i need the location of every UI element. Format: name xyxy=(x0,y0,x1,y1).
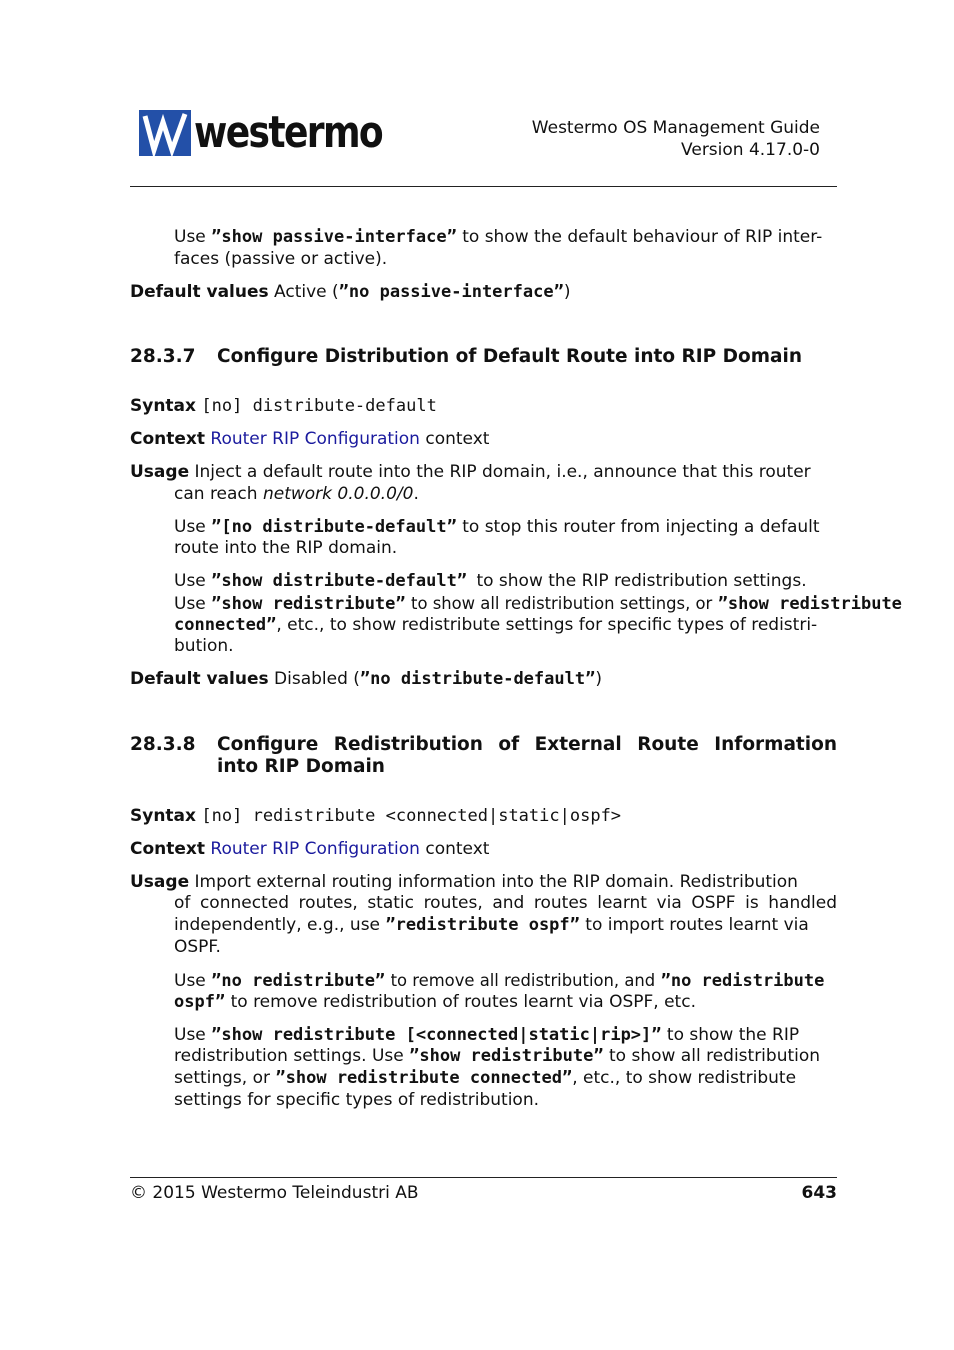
context-redistribute: Context Router RIP Configuration context xyxy=(130,839,490,859)
show-redistribute-paragraph-line-3: settings, or ”show redistribute connected”, etc., to show redistribute xyxy=(174,1068,797,1088)
section-title-28-3-8-line-2: into RIP Domain xyxy=(217,756,385,777)
show-redistribute-paragraph-line-2: redistribution settings. Use ”show redistribute” to show all redistribution xyxy=(174,1046,821,1066)
default-values-distribute: Default values Disabled (”no distribute-default”) xyxy=(130,669,602,689)
show-distribute-paragraph-line-3: connected”, etc., to show redistribute settings for specific types of redistri- xyxy=(174,615,818,635)
syntax-distribute-default: Syntax [no] distribute-default xyxy=(130,396,437,416)
usage-redistribute-line-1: Usage Import external routing information into the RIP domain. Redistribution xyxy=(130,872,798,892)
no-distribute-paragraph-line-2: route into the RIP domain. xyxy=(174,538,398,558)
usage-redistribute-line-2: of connected routes, static routes, and routes learnt via OSPF is handled xyxy=(174,893,837,913)
no-distribute-paragraph-line-1: Use ”[no distribute-default” to stop this router from injecting a default xyxy=(174,517,820,537)
show-distribute-paragraph-line-4: bution. xyxy=(174,636,234,656)
default-values-passive: Default values Active (”no passive-interface”) xyxy=(130,282,571,302)
footer-rule xyxy=(130,1177,837,1178)
copyright-icon: © xyxy=(130,1183,147,1203)
show-distribute-paragraph-line-2: Use ”show redistribute” to show all redistribution settings, or ”show redistribute xyxy=(174,594,902,614)
document-version: Version 4.17.0-0 xyxy=(681,140,820,160)
router-rip-configuration-link[interactable]: Router RIP Configuration xyxy=(210,429,420,449)
passive-paragraph-line-2: faces (passive or active). xyxy=(174,249,388,269)
no-redistribute-paragraph-line-1: Use ”no redistribute” to remove all redistribution, and ”no redistribute xyxy=(174,971,825,991)
document-title: Westermo OS Management Guide xyxy=(531,118,820,138)
westermo-logo-mark xyxy=(139,110,191,156)
show-redistribute-paragraph-line-1: Use ”show redistribute [<connected|static|rip>]” to show the RIP xyxy=(174,1025,800,1045)
show-redistribute-paragraph-line-4: settings for specific types of redistribution. xyxy=(174,1090,539,1110)
page-number: 643 xyxy=(801,1183,837,1203)
section-number-28-3-8: 28.3.8 xyxy=(130,734,196,755)
usage-redistribute-line-3: independently, e.g., use ”redistribute ospf” to import routes learnt via xyxy=(174,915,809,935)
section-number-28-3-7: 28.3.7 xyxy=(130,346,196,367)
w-logo-icon xyxy=(139,110,191,156)
usage-distribute-default-line-2: can reach network 0.0.0.0/0. xyxy=(174,484,419,504)
context-distribute-default: Context Router RIP Configuration context xyxy=(130,429,490,449)
copyright: © 2015 Westermo Teleindustri AB xyxy=(130,1183,419,1203)
router-rip-configuration-link[interactable]: Router RIP Configuration xyxy=(210,839,420,859)
westermo-logo-text: westermo xyxy=(194,107,383,158)
section-title-28-3-8-line-1: Configure Redistribution of External Route Information xyxy=(217,734,837,755)
show-distribute-paragraph-line-1: Use ”show distribute-default” to show the RIP redistribution settings. xyxy=(174,571,807,591)
header-rule xyxy=(130,186,837,187)
usage-distribute-default-line-1: Usage Inject a default route into the RIP domain, i.e., announce that this router xyxy=(130,462,811,482)
passive-paragraph-line-1: Use ”show passive-interface” to show the default behaviour of RIP inter- xyxy=(174,227,823,247)
syntax-redistribute: Syntax [no] redistribute <connected|static|ospf> xyxy=(130,806,622,826)
usage-redistribute-line-4: OSPF. xyxy=(174,937,221,957)
section-title-28-3-7: Configure Distribution of Default Route into RIP Domain xyxy=(217,346,802,367)
no-redistribute-paragraph-line-2: ospf” to remove redistribution of routes learnt via OSPF, etc. xyxy=(174,992,696,1012)
command: ”show passive-interface” xyxy=(211,227,457,247)
